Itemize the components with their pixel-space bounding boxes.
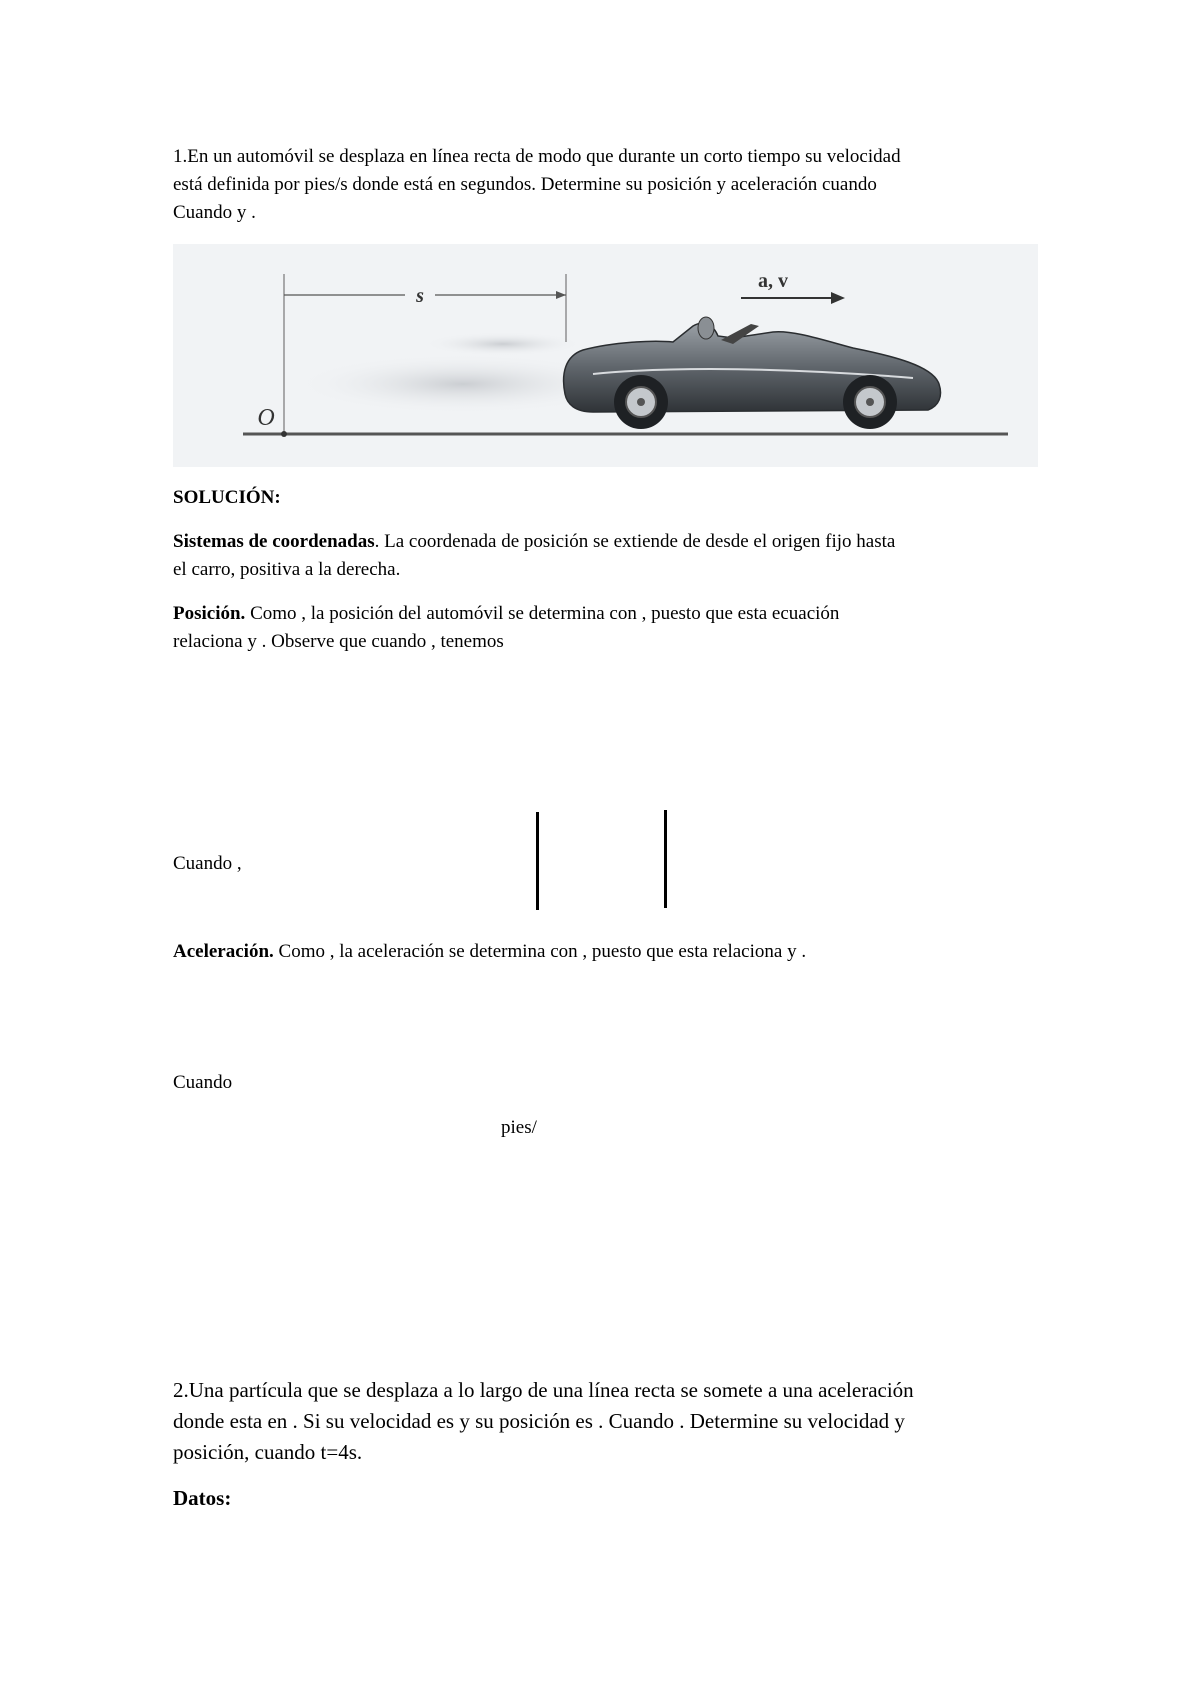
av-arrowhead — [831, 292, 845, 304]
s-arrowhead — [556, 291, 566, 299]
when-label-2: Cuando — [173, 1072, 233, 1093]
problem2-line-3: posición, cuando t=4s. — [173, 1440, 363, 1464]
car-driver — [698, 317, 714, 339]
acceleration-title: Aceleración. — [173, 941, 274, 962]
acceleration-text: Como , la aceleración se determina con , puesto que esta relaciona y . — [273, 941, 807, 962]
coords-paragraph — [173, 528, 1043, 584]
coords-text-2: el carro, positiva a la derecha. — [173, 559, 401, 580]
position-text-2: relaciona y . Observe que cuando , tenemos — [173, 631, 504, 652]
units-label: pies/ — [501, 1117, 537, 1138]
problem1-statement — [173, 143, 1043, 227]
position-text-1: Como , la posición del automóvil se determina con , puesto que esta ecuación — [245, 603, 840, 624]
solution-heading: SOLUCIÓN: — [173, 487, 281, 508]
data-heading: Datos: — [173, 1486, 232, 1510]
origin-dot — [281, 431, 287, 437]
label-a-v: a, v — [758, 270, 788, 292]
position-title: Posición. — [173, 603, 246, 624]
problem1-line-2: está definida por pies/s donde está en segundos. Determine su posición y aceleración cuando — [173, 174, 877, 195]
car-figure — [173, 244, 1038, 467]
label-origin: O — [257, 405, 275, 431]
problem2-statement — [173, 1375, 1043, 1468]
problem1-line-3: Cuando y . — [173, 202, 256, 223]
when-label-1: Cuando , — [173, 853, 242, 874]
car-diagram — [173, 244, 1038, 467]
evaluation-bar-left — [536, 812, 539, 910]
problem2-line-2: donde esta en . Si su velocidad es y su posición es . Cuando . Determine su velocidad y — [173, 1409, 905, 1433]
position-paragraph — [173, 600, 1043, 656]
label-s: s — [416, 285, 424, 307]
problem1-line-1: 1.En un automóvil se desplaza en línea recta de modo que durante un corto tiempo su velocidad — [173, 146, 901, 167]
acceleration-paragraph — [173, 938, 1043, 966]
problem2-line-1: 2.Una partícula que se desplaza a lo largo de una línea recta se somete a una aceleración — [173, 1378, 914, 1402]
evaluation-bar-right — [664, 810, 667, 908]
coords-text-1: . La coordenada de posición se extiende de desde el origen fijo hasta — [374, 531, 896, 552]
coords-title: Sistemas de coordenadas — [173, 531, 375, 552]
